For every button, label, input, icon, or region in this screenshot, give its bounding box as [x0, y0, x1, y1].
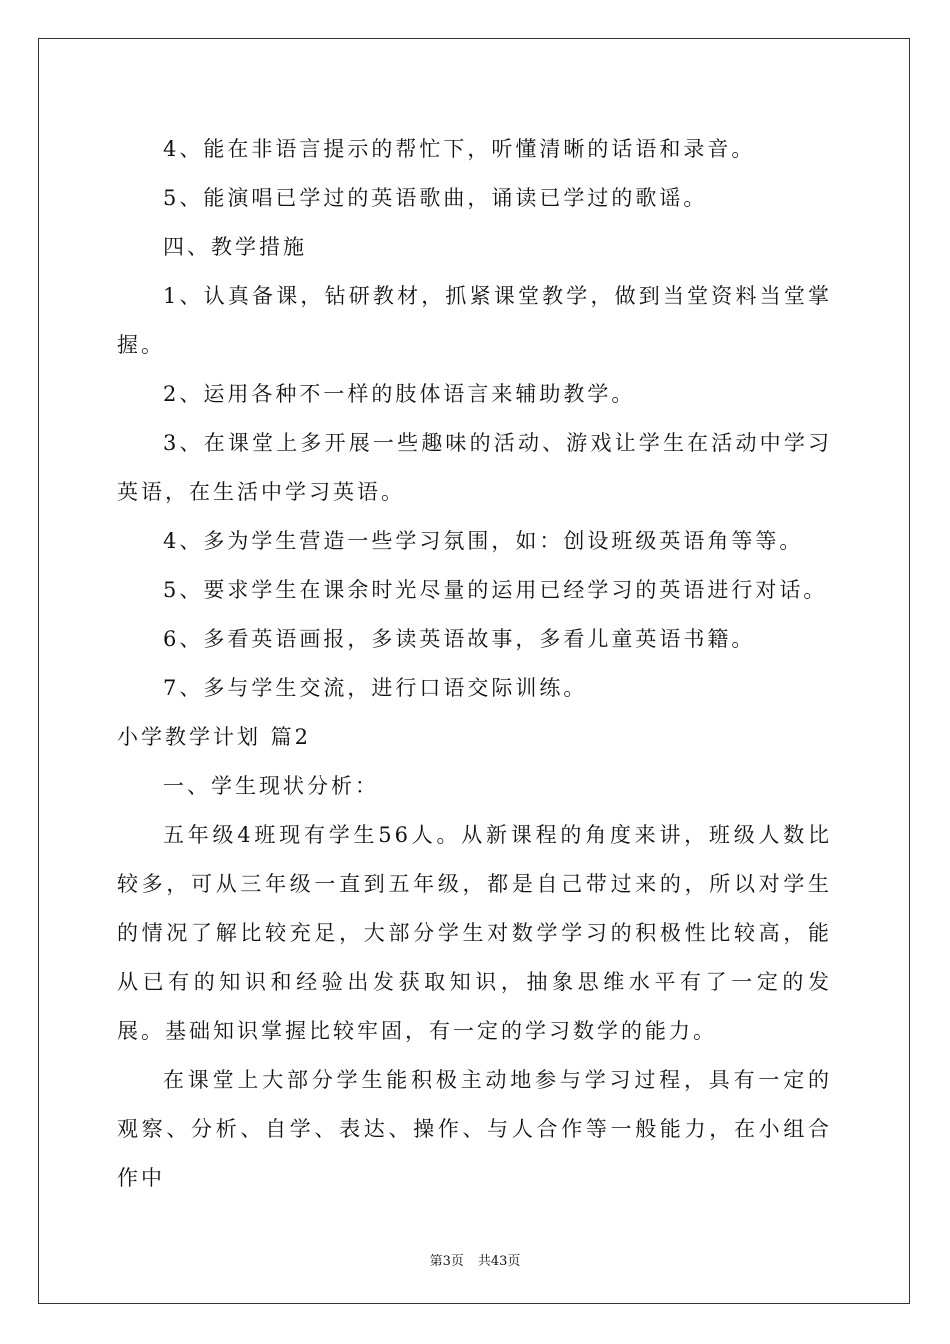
paragraph: 4、多为学生营造一些学习氛围，如：创设班级英语角等等。: [163, 529, 804, 553]
section-heading: 四、教学措施: [163, 235, 307, 259]
paragraph: 1、认真备课，钻研教材，抓紧课堂教学，做到当堂资料当堂掌握。: [117, 284, 832, 357]
paragraph: 5、要求学生在课余时光尽量的运用已经学习的英语进行对话。: [163, 578, 828, 602]
paragraph: 6、多看英语画报，多读英语故事，多看儿童英语书籍。: [163, 627, 756, 651]
paragraph: 5、能演唱已学过的英语歌曲，诵读已学过的歌谣。: [163, 186, 708, 210]
paragraph: 3、在课堂上多开展一些趣味的活动、游戏让学生在活动中学习英语，在生活中学习英语。: [117, 431, 832, 504]
paragraph: 2、运用各种不一样的肢体语言来辅助教学。: [163, 382, 636, 406]
page-footer: [0, 1250, 950, 1269]
page-number: 第3页: [429, 1254, 464, 1269]
page-total: 共43页: [477, 1254, 521, 1269]
paragraph: 五年级4班现有学生56人。从新课程的角度来讲，班级人数比较多，可从三年级一直到五年级，都是自己带过来的，所以对学生的情况了解比较充足，大部分学生对数学学习的积极性比较高，能从已有的知识和经验出发获取知识，抽象思维水平有了一定的发展。基础知识掌握比较牢固，有一定的学习数学的能力。: [117, 823, 832, 1043]
article-title: 小学教学计划 篇2: [117, 725, 312, 749]
paragraph: 4、能在非语言提示的帮忙下，听懂清晰的话语和录音。: [163, 137, 756, 161]
paragraph: 在课堂上大部分学生能积极主动地参与学习过程，具有一定的观察、分析、自学、表达、操作、与人合作等一般能力，在小组合作中: [117, 1068, 832, 1190]
document-body: [117, 125, 832, 1203]
paragraph: 7、多与学生交流，进行口语交际训练。: [163, 676, 588, 700]
section-heading: 一、学生现状分析：: [163, 774, 379, 798]
